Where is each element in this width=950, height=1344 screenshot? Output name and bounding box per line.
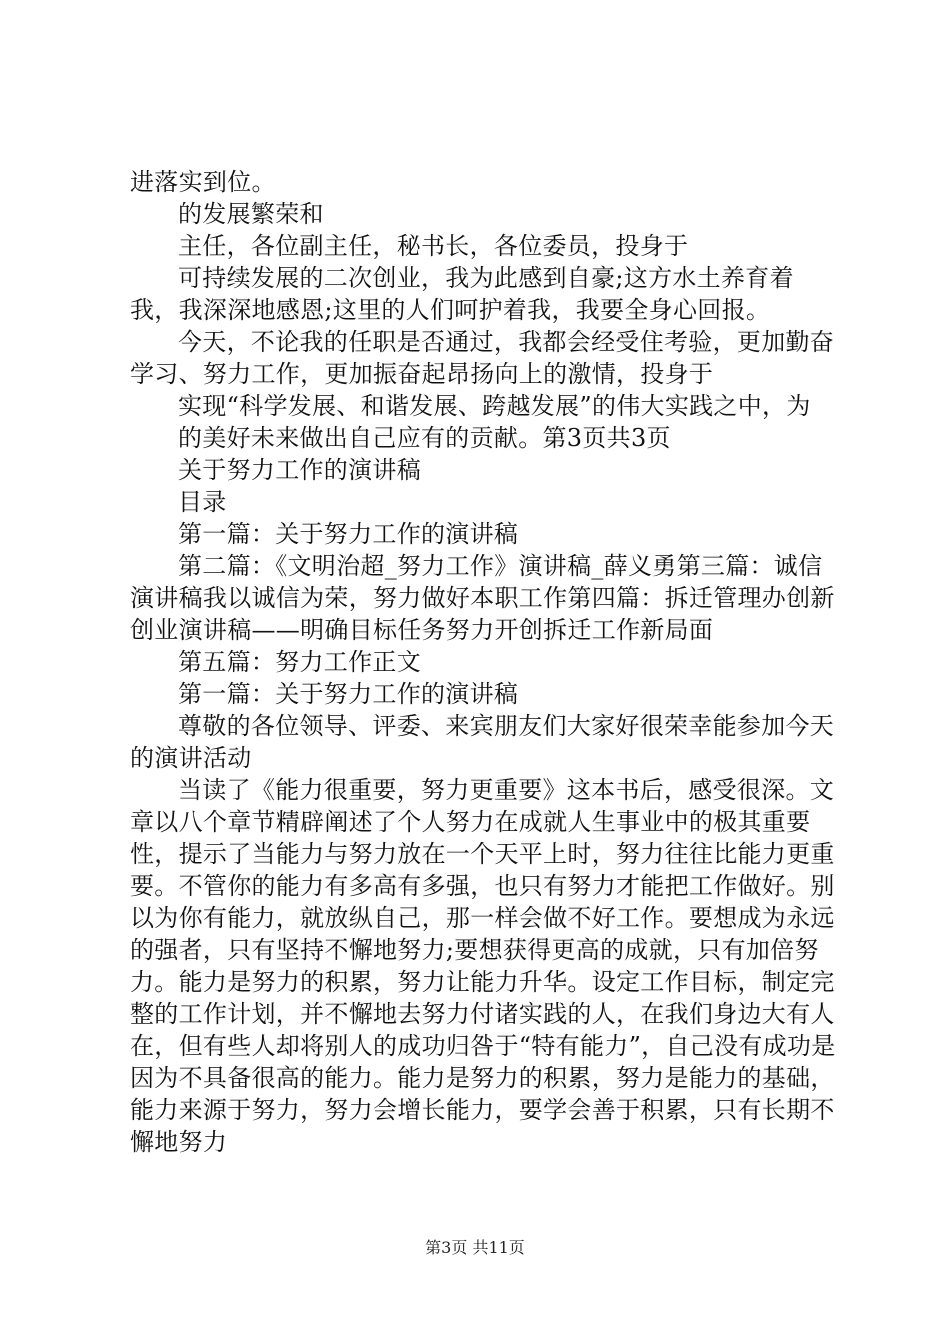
document-title: 关于努力工作的演讲稿 — [178, 456, 421, 484]
document-body — [130, 166, 840, 1158]
paragraph: 的发展繁荣和 — [178, 200, 324, 228]
paragraph: 可持续发展的二次创业，我为此感到自豪;这方水土养育着我，我深深地感恩;这里的人们呵护着我，我要全身心回报。 — [130, 264, 794, 324]
paragraph: 今天，不论我的任职是否通过，我都会经受住考验，更加勤奋学习、努力工作，更加振奋起昂扬向上的激情，投身于 — [130, 328, 835, 388]
paragraph: 的美好未来做出自己应有的贡献。第3页共3页 — [178, 424, 671, 452]
section-heading: 第一篇：关于努力工作的演讲稿 — [178, 680, 519, 708]
toc-item: 第五篇：努力工作正文 — [178, 648, 421, 676]
paragraph: 尊敬的各位领导、评委、来宾朋友们大家好很荣幸能参加今天的演讲活动 — [130, 712, 835, 772]
page-footer: 第3页 共11页 — [425, 1238, 525, 1257]
toc-heading: 目录 — [178, 488, 227, 516]
toc-item: 第二篇：《文明治超_努力工作》演讲稿_薛义勇第三篇：诚信演讲稿我以诚信为荣，努力做好本职工作第四篇：拆迁管理办创新创业演讲稿——明确目标任务努力开创拆迁工作新局面 — [130, 552, 835, 644]
paragraph: 主任，各位副主任，秘书长，各位委员，投身于 — [178, 232, 689, 260]
toc-item: 第一篇：关于努力工作的演讲稿 — [178, 520, 519, 548]
paragraph: 实现“科学发展、和谐发展、跨越发展”的伟大实践之中，为 — [178, 392, 811, 420]
paragraph: 进落实到位。 — [130, 168, 276, 196]
paragraph: 当读了《能力很重要，努力更重要》这本书后，感受很深。文章以八个章节精辟阐述了个人努力在成就人生事业中的极其重要性，提示了当能力与努力放在一个天平上时，努力往往比能力更重要。不管你的能力有多高有多强，也只有努力才能把工作做好。别以为你有能力，就放纵自己，那一样会做不好工作。要想成为永远的强者，只有坚持不懈地努力;要想获得更高的成就，只有加倍努力。能力是努力的积累，努力让能力升华。设定工作目标，制定完整的工作计划，并不懈地去努力付诸实践的人，在我们身边大有人在，但有些人却将别人的成功归咎于“特有能力”，自己没有成功是因为不具备很高的能力。能力是努力的积累，努力是能力的基础，能力来源于努力，努力会增长能力，要学会善于积累，只有长期不懈地努力 — [130, 776, 836, 1156]
